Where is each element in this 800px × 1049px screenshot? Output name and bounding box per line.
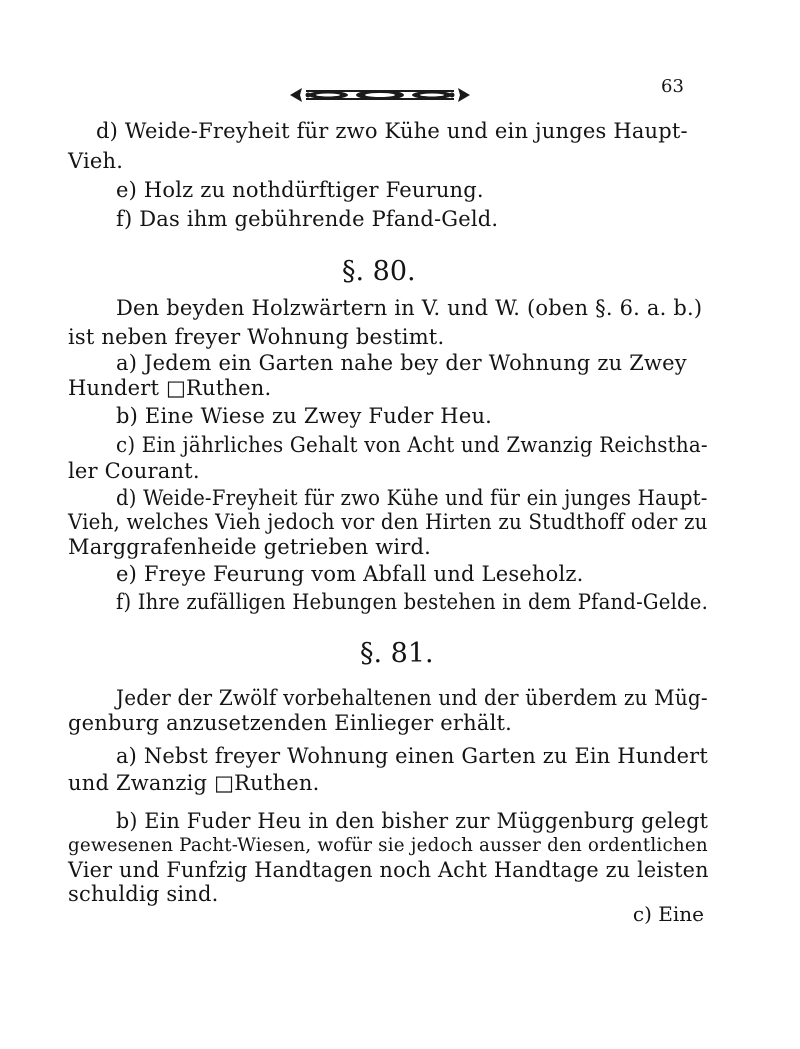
text-line: ist neben freyer Wohnung bestimt. <box>68 325 445 349</box>
text-line: Vieh, welches Vieh jedoch vor den Hirten zu Studthoff oder zu <box>68 510 708 534</box>
catchword: c) Eine <box>632 902 704 926</box>
text-line: e) Holz zu nothdürftiger Feurung. <box>116 178 484 202</box>
text-line: e) Freye Feurung vom Abfall und Leseholz. <box>116 562 584 586</box>
ornament-icon <box>288 84 472 106</box>
text-line: genburg anzusetzenden Einlieger erhält. <box>68 711 513 735</box>
section-heading-80: §. 80. <box>342 256 416 287</box>
text-line: f) Das ihm gebührende Pfand-Geld. <box>116 207 499 231</box>
text-line: Vieh. <box>68 149 124 173</box>
text-line: Vier und Funfzig Handtagen noch Acht Handtage zu leisten <box>68 858 709 882</box>
text-line: und Zwanzig □Ruthen. <box>68 771 320 795</box>
text-line: Hundert □Ruthen. <box>68 376 272 400</box>
text-line: schuldig sind. <box>68 882 219 906</box>
text-line: Marggrafenheide getrieben wird. <box>68 535 432 559</box>
text-line: a) Nebst freyer Wohnung einen Garten zu Ein Hundert <box>116 744 708 768</box>
text-line: b) Eine Wiese zu Zwey Fuder Heu. <box>116 404 493 428</box>
text-line: a) Jedem ein Garten nahe bey der Wohnung zu Zwey <box>116 351 687 375</box>
text-line: f) Ihre zufälligen Hebungen bestehen in dem Pfand-Gelde. <box>116 590 709 614</box>
text-line: d) Weide-Freyheit für zwo Kühe und für ein junges Haupt- <box>116 486 708 510</box>
page-number: 63 <box>661 76 684 97</box>
text-line: c) Ein jährliches Gehalt von Acht und Zwanzig Reichstha- <box>116 433 708 457</box>
text-line: d) Weide-Freyheit für zwo Kühe und ein junges Haupt- <box>96 119 688 143</box>
text-line: Jeder der Zwölf vorbehaltenen und der überdem zu Müg- <box>116 686 708 710</box>
text-line: b) Ein Fuder Heu in den bisher zur Müggenburg gelegt <box>116 809 709 833</box>
text-line: ler Courant. <box>68 459 200 483</box>
text-line: Den beyden Holzwärtern in V. und W. (oben §. 6. a. b.) <box>116 296 703 320</box>
text-line: gewesenen Pacht-Wiesen, wofür sie jedoch ausser den ordentlichen <box>68 834 708 856</box>
section-heading-81: §. 81. <box>360 638 434 669</box>
